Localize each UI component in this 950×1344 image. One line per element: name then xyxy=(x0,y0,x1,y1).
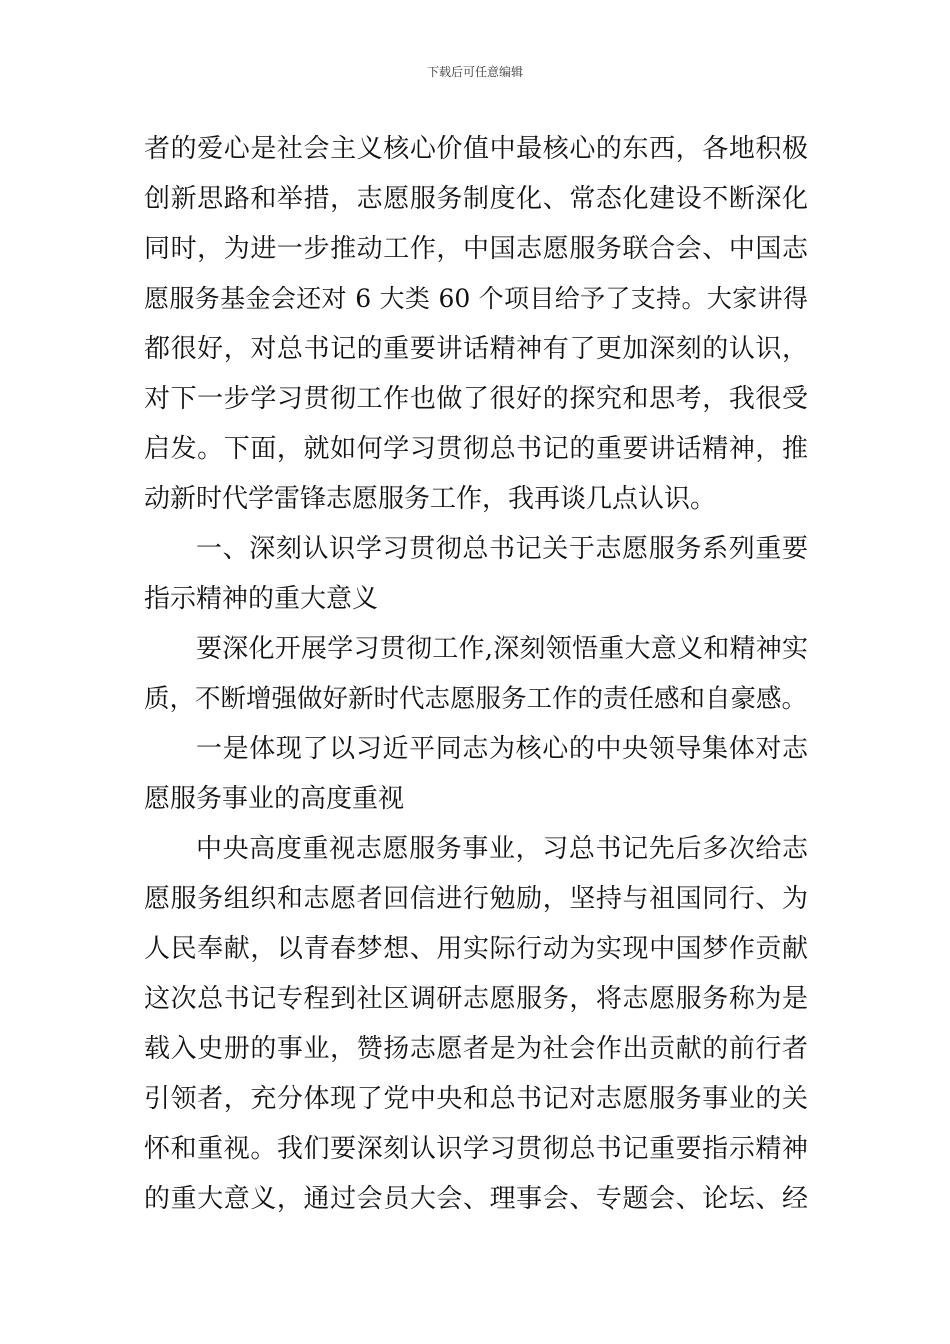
text-line: 一、深刻认识学习贯彻总书记关于志愿服务系列重要 xyxy=(196,534,808,564)
text-line: 愿服务事业的高度重视 xyxy=(144,784,405,814)
text-line: 中央高度重视志愿服务事业，习总书记先后多次给志 xyxy=(196,834,808,864)
text-line: 者的爱心是社会主义核心价值中最核心的东西，各地积极 xyxy=(144,134,808,164)
text-line: 指示精神的重大意义 xyxy=(144,584,379,614)
text-line: 一是体现了以习近平同志为核心的中央领导集体对志 xyxy=(196,734,808,764)
page-header: 下载后可任意编辑 xyxy=(426,65,523,79)
text-line: 人民奉献，以青春梦想、用实际行动为实现中国梦作贡献 xyxy=(144,934,808,964)
text-line: 愿服务基金会还对 6 大类 60 个项目给予了支持。大家讲得 xyxy=(144,284,808,313)
text-line: 这次总书记专程到社区调研志愿服务，将志愿服务称为是 xyxy=(144,984,808,1014)
text-line: 质，不断增强做好新时代志愿服务工作的责任感和自豪感。 xyxy=(144,684,808,714)
text-line: 动新时代学雷锋志愿服务工作，我再谈几点认识。 xyxy=(144,484,717,514)
text-line: 愿服务组织和志愿者回信进行勉励，坚持与祖国同行、为 xyxy=(144,884,808,914)
text-line: 引领者，充分体现了党中央和总书记对志愿服务事业的关 xyxy=(144,1084,808,1114)
text-line: 对下一步学习贯彻工作也做了很好的探究和思考，我很受 xyxy=(144,384,808,414)
text-line: 都很好，对总书记的重要讲话精神有了更加深刻的认识， xyxy=(144,334,808,364)
text-line: 载入史册的事业，赞扬志愿者是为社会作出贡献的前行者 xyxy=(144,1034,808,1064)
text-line: 创新思路和举措，志愿服务制度化、常态化建设不断深化 xyxy=(144,184,808,214)
text-line: 怀和重视。我们要深刻认识学习贯彻总书记重要指示精神 xyxy=(144,1134,808,1164)
document-body xyxy=(144,124,808,1224)
text-line: 同时，为进一步推动工作，中国志愿服务联合会、中国志 xyxy=(144,234,808,264)
text-line: 的重大意义，通过会员大会、理事会、专题会、论坛、经 xyxy=(144,1184,808,1214)
text-line: 启发。下面，就如何学习贯彻总书记的重要讲话精神，推 xyxy=(144,434,808,464)
text-line: 要深化开展学习贯彻工作,深刻领悟重大意义和精神实 xyxy=(196,634,808,664)
